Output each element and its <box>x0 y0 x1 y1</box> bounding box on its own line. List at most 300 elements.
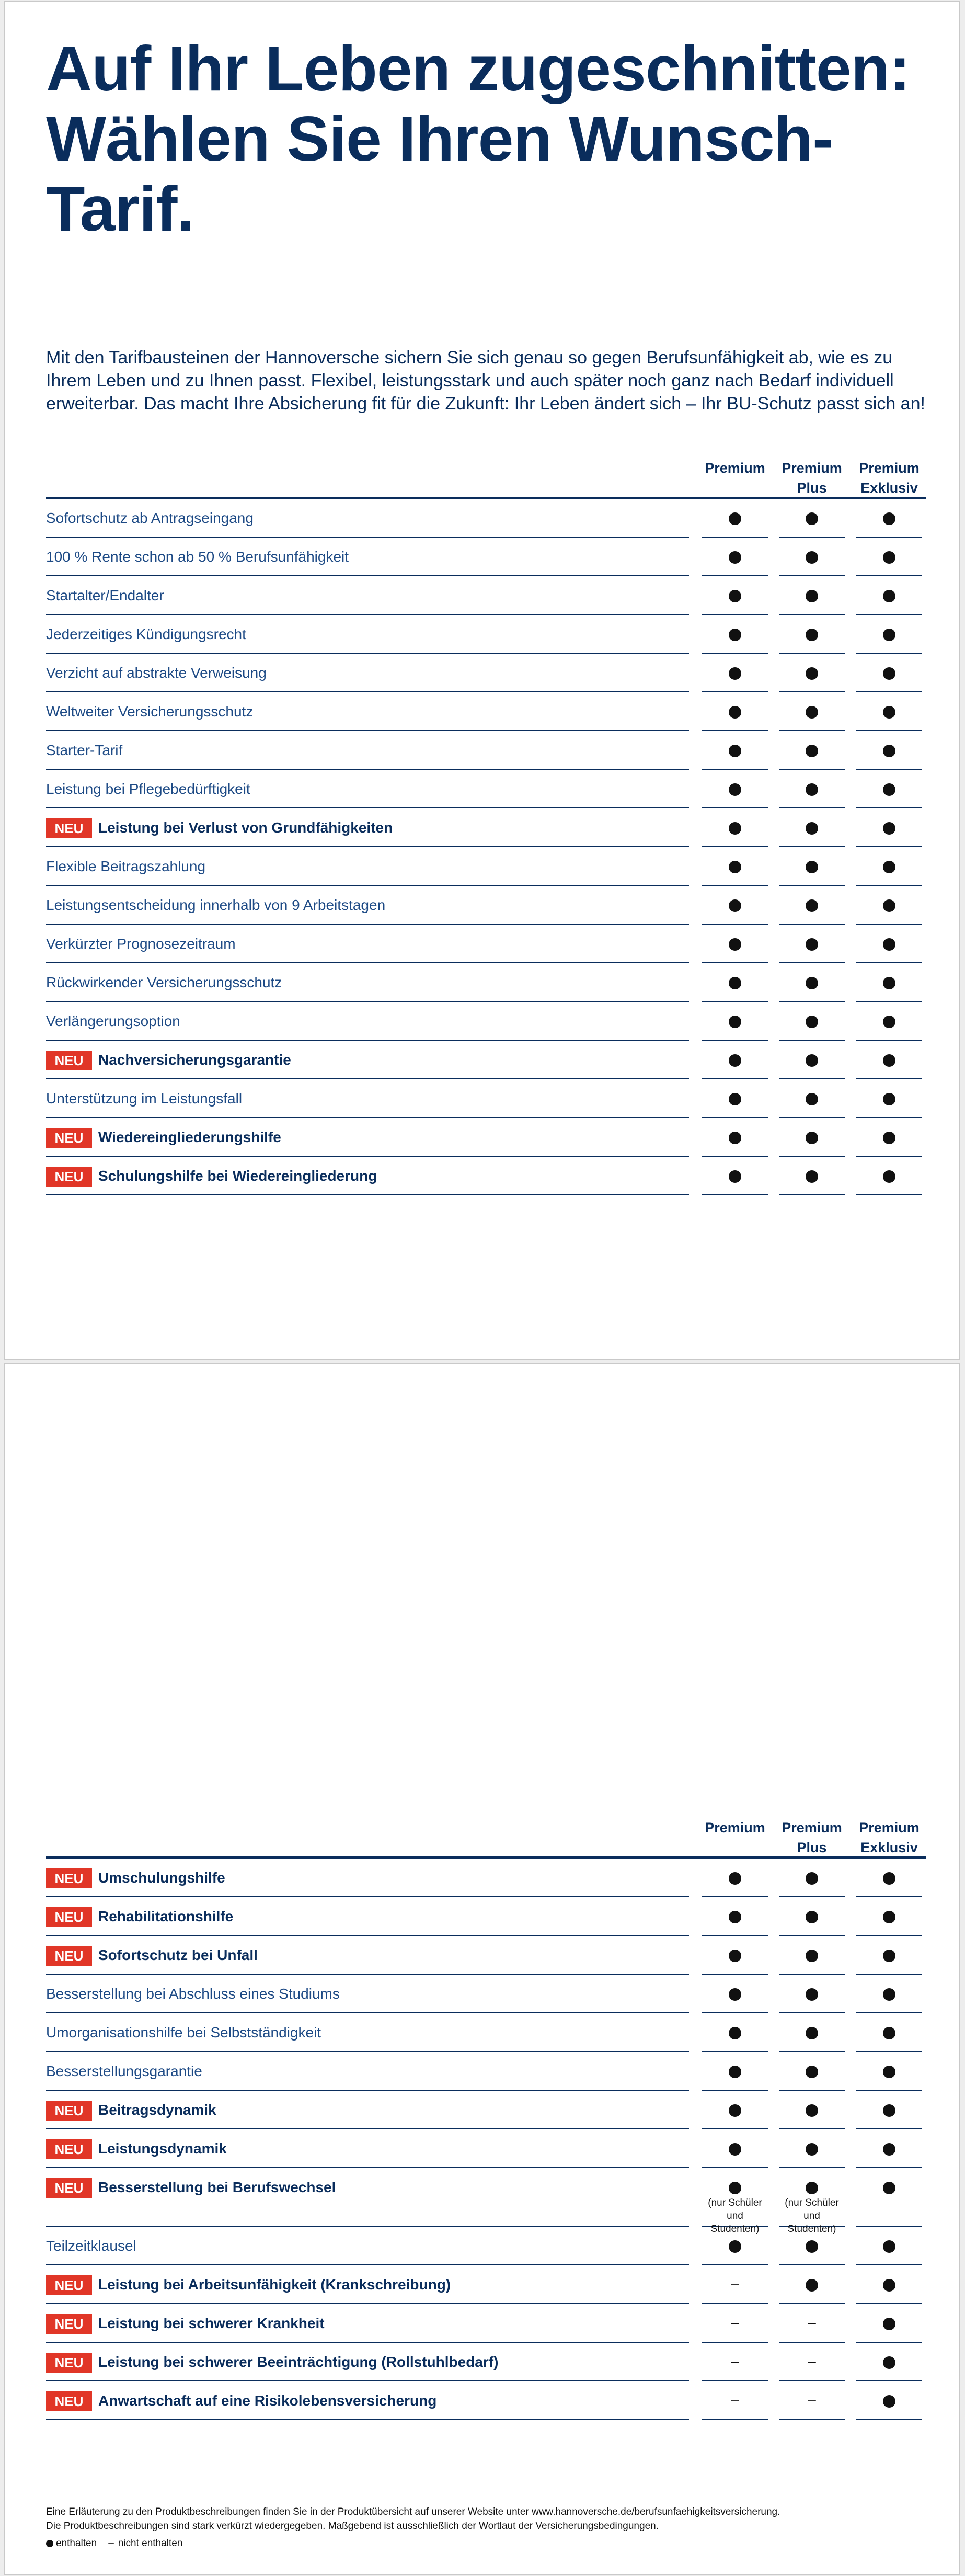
value-cell <box>856 2013 922 2052</box>
value-cell <box>779 654 845 692</box>
row-label: Unterstützung im Leistungsfall <box>46 1090 243 1107</box>
row-label-cell <box>46 2129 689 2168</box>
included-dot-icon <box>729 899 741 912</box>
included-dot-icon <box>883 745 895 757</box>
row-label-cell <box>46 2381 689 2420</box>
value-cell <box>856 499 922 538</box>
value-cell <box>779 1118 845 1157</box>
not-included-dash: – <box>731 2275 739 2292</box>
table-row <box>46 2129 926 2168</box>
column-header <box>702 1818 768 1838</box>
included-dot-icon <box>729 2240 741 2253</box>
included-dot-icon <box>729 1132 741 1144</box>
legend-dot-icon <box>46 2540 53 2547</box>
table-row <box>46 1975 926 2013</box>
included-dot-icon <box>806 899 818 912</box>
value-cell <box>779 2168 845 2235</box>
value-cell <box>702 2227 768 2265</box>
value-cell <box>779 576 845 615</box>
value-cell <box>856 538 922 576</box>
included-dot-icon <box>883 861 895 873</box>
row-label-cell <box>46 963 689 1002</box>
included-dot-icon <box>883 2356 895 2369</box>
included-dot-icon <box>806 1016 818 1028</box>
included-dot-icon <box>883 1093 895 1105</box>
not-included-dash: – <box>808 2314 816 2330</box>
table-row <box>46 1859 926 1897</box>
included-dot-icon <box>806 667 818 680</box>
value-cell <box>856 654 922 692</box>
value-cell <box>779 1079 845 1118</box>
table-row <box>46 615 926 654</box>
included-dot-icon <box>883 2182 895 2194</box>
included-dot-icon <box>883 783 895 796</box>
table-row <box>46 731 926 770</box>
row-label-cell <box>46 770 689 808</box>
table-row <box>46 1897 926 1936</box>
row-label: Umschulungshilfe <box>98 1870 225 1886</box>
included-dot-icon <box>883 1170 895 1183</box>
tariff-table-1 <box>46 455 926 1195</box>
not-included-dash: – <box>731 2314 739 2330</box>
included-dot-icon <box>806 2182 818 2194</box>
value-cell <box>856 1975 922 2013</box>
value-cell <box>702 2052 768 2091</box>
cell-note-line: (nur Schüler <box>708 2197 762 2208</box>
included-dot-icon <box>729 2066 741 2078</box>
table-row <box>46 538 926 576</box>
value-cell <box>702 2265 768 2304</box>
row-label-cell <box>46 2052 689 2091</box>
value-cell <box>779 2013 845 2052</box>
row-label: Anwartschaft auf eine Risikolebensversicherung <box>98 2392 437 2409</box>
value-cell <box>702 1118 768 1157</box>
column-header-line-2: Exklusiv <box>860 1840 918 1855</box>
included-dot-icon <box>883 706 895 719</box>
row-label: Wiedereingliederungshilfe <box>98 1129 281 1145</box>
row-label: Beitragsdynamik <box>98 2102 216 2118</box>
included-dot-icon <box>883 899 895 912</box>
value-cell <box>779 1002 845 1041</box>
table-row <box>46 2091 926 2129</box>
value-cell <box>779 808 845 847</box>
included-dot-icon <box>883 1911 895 1923</box>
legend-dash-icon: – <box>108 2538 114 2549</box>
included-dot-icon <box>729 1988 741 2001</box>
row-label: Weltweiter Versicherungsschutz <box>46 703 254 720</box>
included-dot-icon <box>806 1093 818 1105</box>
included-dot-icon <box>729 1872 741 1885</box>
value-cell <box>779 2091 845 2129</box>
included-dot-icon <box>729 667 741 680</box>
new-badge: NEU <box>46 2391 92 2411</box>
value-cell <box>702 2013 768 2052</box>
column-header <box>779 1818 845 1857</box>
value-cell <box>702 886 768 925</box>
value-cell <box>779 847 845 886</box>
value-cell <box>856 925 922 963</box>
row-label: Startalter/Endalter <box>46 587 164 603</box>
row-label: Leistung bei schwerer Beeinträchtigung (Rollstuhlbedarf) <box>98 2354 499 2370</box>
footnote <box>46 2505 935 2550</box>
included-dot-icon <box>729 1093 741 1105</box>
new-badge: NEU <box>46 2178 92 2198</box>
included-dot-icon <box>729 551 741 564</box>
new-badge: NEU <box>46 1128 92 1148</box>
included-dot-icon <box>806 861 818 873</box>
row-label: Sofortschutz bei Unfall <box>98 1947 258 1963</box>
row-label-cell <box>46 692 689 731</box>
column-header <box>779 458 845 498</box>
headline-line-1: Auf Ihr Leben zugeschnitten: <box>46 33 910 104</box>
value-cell <box>702 1897 768 1936</box>
row-label-cell <box>46 2343 689 2381</box>
value-cell <box>702 1157 768 1195</box>
included-dot-icon <box>729 1016 741 1028</box>
page-2 <box>4 1363 960 2575</box>
column-header-line-2: Plus <box>797 1840 827 1855</box>
included-dot-icon <box>883 2240 895 2253</box>
legend-included-label: enthalten <box>56 2538 97 2549</box>
column-header-line-1: Premium <box>782 1820 842 1836</box>
not-included-dash: – <box>808 2391 816 2408</box>
row-label: Verzicht auf abstrakte Verweisung <box>46 665 267 681</box>
value-cell <box>702 692 768 731</box>
row-label-cell <box>46 654 689 692</box>
value-cell <box>779 963 845 1002</box>
included-dot-icon <box>806 1988 818 2001</box>
new-badge: NEU <box>46 1167 92 1187</box>
table-row <box>46 925 926 963</box>
column-header-line-1: Premium <box>705 460 765 476</box>
table-row <box>46 1079 926 1118</box>
column-header-line-1: Premium <box>705 1820 765 1836</box>
row-label-cell <box>46 1897 689 1936</box>
value-cell <box>702 808 768 847</box>
row-label-cell <box>46 2265 689 2304</box>
row-label-cell <box>46 2168 689 2227</box>
value-cell <box>702 731 768 770</box>
value-cell <box>702 963 768 1002</box>
table-row <box>46 576 926 615</box>
value-cell <box>702 1859 768 1897</box>
included-dot-icon <box>729 1170 741 1183</box>
included-dot-icon <box>806 745 818 757</box>
value-cell <box>856 2343 922 2381</box>
table-row <box>46 2265 926 2304</box>
value-cell <box>779 1859 845 1897</box>
new-badge: NEU <box>46 2139 92 2159</box>
table-row <box>46 2168 926 2235</box>
value-cell <box>856 1079 922 1118</box>
included-dot-icon <box>806 822 818 835</box>
included-dot-icon <box>883 1872 895 1885</box>
row-label: Umorganisationshilfe bei Selbstständigkeit <box>46 2024 321 2041</box>
value-cell <box>702 2091 768 2129</box>
table-row <box>46 770 926 808</box>
row-label-cell <box>46 1002 689 1041</box>
row-label-cell <box>46 2091 689 2129</box>
included-dot-icon <box>883 2066 895 2078</box>
value-cell <box>856 2091 922 2129</box>
table-row <box>46 808 926 847</box>
row-label: Leistung bei Arbeitsunfähigkeit (Krankschreibung) <box>98 2276 451 2293</box>
row-label-cell <box>46 1975 689 2013</box>
value-cell <box>702 925 768 963</box>
row-label: Jederzeitiges Kündigungsrecht <box>46 626 246 642</box>
row-label-cell <box>46 2013 689 2052</box>
value-cell <box>856 808 922 847</box>
row-label-cell <box>46 538 689 576</box>
value-cell <box>779 1936 845 1975</box>
included-dot-icon <box>806 1872 818 1885</box>
value-cell <box>779 1041 845 1079</box>
included-dot-icon <box>806 783 818 796</box>
included-dot-icon <box>806 2066 818 2078</box>
included-dot-icon <box>806 1170 818 1183</box>
included-dot-icon <box>806 1950 818 1962</box>
included-dot-icon <box>883 1950 895 1962</box>
row-label: Besserstellungsgarantie <box>46 2063 202 2079</box>
column-header-line-1: Premium <box>782 460 842 476</box>
value-cell <box>856 2265 922 2304</box>
included-dot-icon <box>806 706 818 719</box>
value-cell <box>779 538 845 576</box>
included-dot-icon <box>806 629 818 641</box>
value-cell <box>856 770 922 808</box>
value-cell <box>702 847 768 886</box>
table-row <box>46 886 926 925</box>
row-label: Leistung bei Verlust von Grundfähigkeiten <box>98 819 393 836</box>
column-header-line-2: Plus <box>797 480 827 496</box>
row-label: Verlängerungsoption <box>46 1013 180 1029</box>
included-dot-icon <box>883 2395 895 2408</box>
value-cell <box>856 1859 922 1897</box>
value-cell <box>779 2227 845 2265</box>
column-header <box>856 458 922 498</box>
value-cell <box>856 2168 922 2227</box>
value-cell <box>779 731 845 770</box>
row-label-cell <box>46 499 689 538</box>
row-label: Starter-Tarif <box>46 742 123 758</box>
value-cell <box>779 925 845 963</box>
value-cell <box>702 2304 768 2343</box>
row-label-cell <box>46 2304 689 2343</box>
value-cell <box>779 1975 845 2013</box>
included-dot-icon <box>729 938 741 951</box>
cell-note-line: und Studenten) <box>787 2210 836 2235</box>
row-label: Nachversicherungsgarantie <box>98 1052 291 1068</box>
table-row <box>46 2381 926 2420</box>
included-dot-icon <box>729 822 741 835</box>
included-dot-icon <box>883 2279 895 2292</box>
included-dot-icon <box>729 861 741 873</box>
included-dot-icon <box>729 1911 741 1923</box>
table-row <box>46 2343 926 2381</box>
row-label: Rehabilitationshilfe <box>98 1908 234 1924</box>
included-dot-icon <box>806 2143 818 2156</box>
new-badge: NEU <box>46 1051 92 1070</box>
new-badge: NEU <box>46 2353 92 2373</box>
new-badge: NEU <box>46 1868 92 1888</box>
legend <box>46 2536 935 2550</box>
value-cell <box>856 847 922 886</box>
table-row <box>46 1041 926 1079</box>
footnote-line-2: Die Produktbeschreibungen sind stark verkürzt wiedergegeben. Maßgebend ist ausschließlich der Wortlaut der Versicherungsbedingungen. <box>46 2521 659 2532</box>
value-cell <box>702 615 768 654</box>
included-dot-icon <box>729 1054 741 1067</box>
row-label: Leistungsdynamik <box>98 2140 227 2157</box>
cell-note-line: und Studenten) <box>710 2210 760 2235</box>
value-cell <box>856 615 922 654</box>
value-cell <box>856 2304 922 2343</box>
table-row <box>46 2052 926 2091</box>
new-badge: NEU <box>46 1907 92 1927</box>
new-badge: NEU <box>46 2275 92 2295</box>
included-dot-icon <box>729 590 741 602</box>
page-1 <box>4 1 960 1360</box>
included-dot-icon <box>806 551 818 564</box>
column-header-line-1: Premium <box>859 460 920 476</box>
included-dot-icon <box>883 629 895 641</box>
row-label-cell <box>46 808 689 847</box>
included-dot-icon <box>806 2027 818 2039</box>
row-label: 100 % Rente schon ab 50 % Berufsunfähigkeit <box>46 549 349 565</box>
value-cell <box>779 2304 845 2343</box>
included-dot-icon <box>729 2104 741 2117</box>
tariff-table-2 <box>46 1815 926 2420</box>
included-dot-icon <box>883 2143 895 2156</box>
included-dot-icon <box>883 590 895 602</box>
row-label-cell <box>46 1118 689 1157</box>
included-dot-icon <box>806 2240 818 2253</box>
row-label-cell <box>46 1859 689 1897</box>
value-cell <box>779 770 845 808</box>
included-dot-icon <box>729 1950 741 1962</box>
value-cell <box>856 692 922 731</box>
value-cell <box>779 1157 845 1195</box>
included-dot-icon <box>883 822 895 835</box>
value-cell <box>856 2052 922 2091</box>
value-cell <box>779 2343 845 2381</box>
value-cell <box>856 886 922 925</box>
value-cell <box>702 1002 768 1041</box>
included-dot-icon <box>729 706 741 719</box>
row-label-cell <box>46 1041 689 1079</box>
table-row <box>46 499 926 538</box>
column-header <box>856 1818 922 1857</box>
included-dot-icon <box>883 551 895 564</box>
included-dot-icon <box>883 938 895 951</box>
value-cell <box>702 770 768 808</box>
row-label-cell <box>46 1079 689 1118</box>
table-row <box>46 2227 926 2265</box>
table-row <box>46 847 926 886</box>
new-badge: NEU <box>46 2101 92 2121</box>
value-cell <box>779 692 845 731</box>
value-cell <box>702 576 768 615</box>
not-included-dash: – <box>731 2391 739 2408</box>
included-dot-icon <box>883 667 895 680</box>
included-dot-icon <box>806 1054 818 1067</box>
row-label-cell <box>46 886 689 925</box>
row-label-cell <box>46 1157 689 1195</box>
row-label-cell <box>46 2227 689 2265</box>
value-cell <box>856 1118 922 1157</box>
included-dot-icon <box>729 977 741 989</box>
value-cell <box>856 2227 922 2265</box>
table-row <box>46 2304 926 2343</box>
value-cell <box>779 499 845 538</box>
table-row <box>46 692 926 731</box>
value-cell <box>702 1079 768 1118</box>
row-label: Leistung bei schwerer Krankheit <box>98 2315 325 2331</box>
not-included-dash: – <box>808 2353 816 2369</box>
value-cell <box>702 1936 768 1975</box>
row-label-cell <box>46 615 689 654</box>
value-cell <box>856 1002 922 1041</box>
value-cell <box>856 2381 922 2420</box>
page-headline <box>46 33 935 244</box>
included-dot-icon <box>883 512 895 525</box>
included-dot-icon <box>806 2279 818 2292</box>
included-dot-icon <box>729 629 741 641</box>
intro-paragraph: Mit den Tarifbausteinen der Hannoversche sichern Sie sich genau so gegen Berufsunfähigkeit ab, wie es zu Ihrem Leben und zu Ihnen passt. Flexibel, leistungsstark und auch später noch ganz nach Bedarf individuell erweiterbar. Das macht Ihre Absicherung fit für die Zukunft: Ihr Leben ändert sich – Ihr BU-Schutz passt sich an! <box>46 348 925 414</box>
table-row <box>46 1002 926 1041</box>
headline-line-2: Wählen Sie Ihren Wunsch-Tarif. <box>46 103 833 244</box>
included-dot-icon <box>729 2143 741 2156</box>
included-dot-icon <box>729 2027 741 2039</box>
value-cell <box>779 2381 845 2420</box>
row-label: Teilzeitklausel <box>46 2238 136 2254</box>
included-dot-icon <box>883 2318 895 2330</box>
table-row <box>46 2013 926 2052</box>
value-cell <box>702 538 768 576</box>
value-cell <box>856 2129 922 2168</box>
row-label: Sofortschutz ab Antragseingang <box>46 510 254 526</box>
included-dot-icon <box>883 1054 895 1067</box>
value-cell <box>856 963 922 1002</box>
value-cell <box>702 2168 768 2235</box>
included-dot-icon <box>729 512 741 525</box>
new-badge: NEU <box>46 2314 92 2334</box>
included-dot-icon <box>883 977 895 989</box>
new-badge: NEU <box>46 818 92 838</box>
included-dot-icon <box>883 1988 895 2001</box>
value-cell <box>779 886 845 925</box>
value-cell <box>779 615 845 654</box>
column-header-line-2: Exklusiv <box>860 480 918 496</box>
included-dot-icon <box>806 1911 818 1923</box>
row-label: Besserstellung bei Berufswechsel <box>98 2179 336 2195</box>
row-label-cell <box>46 1936 689 1975</box>
value-cell <box>779 2052 845 2091</box>
value-cell <box>856 731 922 770</box>
included-dot-icon <box>883 2027 895 2039</box>
value-cell <box>702 2343 768 2381</box>
row-label-cell <box>46 925 689 963</box>
included-dot-icon <box>806 2104 818 2117</box>
value-cell <box>856 1157 922 1195</box>
included-dot-icon <box>729 2182 741 2194</box>
legend-not-included-label: nicht enthalten <box>118 2538 183 2549</box>
row-label: Schulungshilfe bei Wiedereingliederung <box>98 1168 377 1184</box>
included-dot-icon <box>806 512 818 525</box>
table-header <box>46 1815 926 1859</box>
row-label: Rückwirkender Versicherungsschutz <box>46 974 282 990</box>
value-cell <box>702 2129 768 2168</box>
value-cell <box>702 1975 768 2013</box>
